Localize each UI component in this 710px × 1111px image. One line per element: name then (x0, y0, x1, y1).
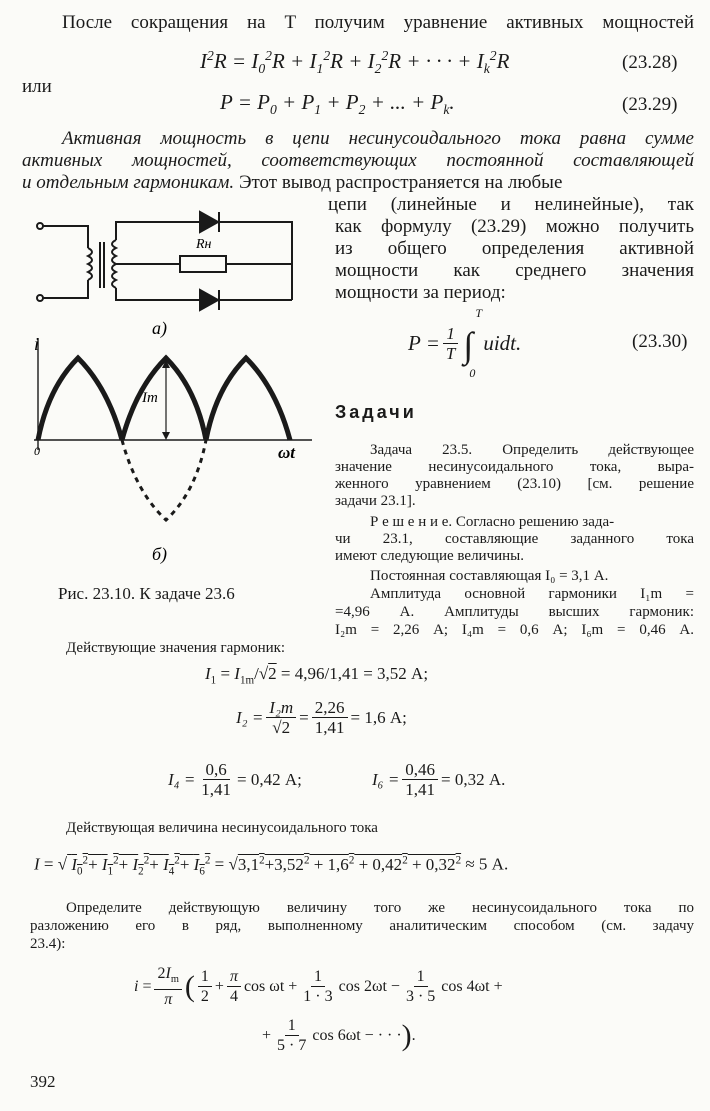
eq-i2-f1-num: I₂m (266, 698, 296, 718)
eq-i2-f2-num: 2,26 (312, 698, 348, 718)
amp-line-2: =4,96 А. Амплитуды высших гармоник: (335, 604, 694, 620)
const-component-line: Постоянная составляющая I₀ = 3,1 А. (370, 568, 609, 584)
eq-23-30-lhs: P = (408, 330, 440, 355)
amp-line-1: Амплитуда основной гармоники I₁m = (370, 586, 694, 602)
wave-negative-dashed (122, 440, 206, 520)
intro-line: После сокращения на T получим уравнение активных мощностей (62, 12, 694, 33)
series-equation-line2: + $\frac{1}{5 \cdot 7}$ cos 6ωt − · · · ) . (262, 1017, 416, 1054)
eq-23-30-integrand: uidt. (483, 330, 522, 355)
terminal-top (37, 223, 43, 229)
task-line-2: женного уравнением (23.10) [см. решение (335, 476, 694, 492)
circuit-diagram (37, 212, 292, 310)
para1-line3 (22, 172, 694, 194)
eq-i2-f1-den: √2 (272, 718, 291, 737)
resistor-label: Rн (196, 237, 212, 252)
secondary-winding (112, 240, 116, 288)
effective-heading: Действующие значения гармоник: (66, 640, 286, 656)
eq-i4-rhs: = 0,42 А; (237, 769, 302, 789)
equation-23-29: $P = P_0 + P_1 + P_2$ + ... + $P_k$. (220, 90, 455, 118)
equation-i6 (372, 760, 505, 799)
task-line-last: задачи 23.1]. (335, 493, 416, 509)
solution-last: имеют следующие величины. (335, 548, 525, 564)
wire-sec-top (116, 222, 200, 240)
eq-23-30-den: T (445, 343, 456, 363)
eq-i4-num: 0,6 (203, 760, 230, 780)
wave-arc-1 (38, 358, 122, 440)
solution-text-0: Согласно решению зада- (452, 514, 615, 530)
para1-line1: Активная мощность в цепи несинусоидального тока равна сумме (62, 128, 694, 149)
eq-i2-lhs: I₂ = (236, 707, 264, 727)
wire-input-bottom (43, 280, 88, 298)
amplitude-arrow-bottom (162, 432, 170, 440)
diode-bottom-icon (200, 290, 218, 310)
wire-sec-bottom (116, 288, 200, 300)
equation-i2: I₂ = $\frac{\text{I₂m}}{√2}$ = $\frac{2,26}{1,41}$ = 1,6 А; (236, 698, 407, 737)
solution-line-1: чи 23.1, составляющие заданного тока (335, 531, 694, 547)
para1-wrap-0: цепи (линейные и нелинейные), так (328, 194, 694, 215)
equation-i1: $I_1 = I_{1m}/√2 = 4,96/1,41 = 3,52$ А; (205, 664, 429, 687)
eq-i6-rhs: = 0,32 А. (441, 769, 506, 789)
axis-i-label: i (34, 334, 40, 354)
para1-line2: активных мощностей, соответствующих постоянной составляющей (22, 150, 694, 171)
eq-i4-den: 1,41 (201, 780, 232, 799)
equation-total: I = √ $I_0^2+ I_1^2+ I_2^2+ I_4^2+ I_6^2 = √3,1^2+3,52^2 + 1,6^2 + 0,42^2 + 0,32^2 \approx 5$ А. (34, 854, 509, 878)
integral-sign: ∫ T 0 (463, 306, 483, 380)
terminal-bottom (37, 295, 43, 301)
eq-i6-lhs: I₆ = (372, 769, 400, 789)
series-equation-line1: i = $\frac{2I_m}{\pi}$ ( $\frac{1}{2}$ + $\frac{\pi}{4}$ cos ωt + $\frac{1}{1 \cdot 3}$ cos 2ωt − $\frac{1}{3 \cdot 5}$ cos 4ωt + (134, 965, 503, 1009)
amp-line-3: I₂m = 2,26 А; I₄m = 0,6 А; I₆m = 0,46 А. (335, 622, 694, 638)
axis-t-label: ωt (278, 443, 296, 462)
eq-i6-num: 0,46 (402, 760, 438, 780)
equation-number-23-30: (23.30) (632, 331, 688, 352)
diode-top-icon (200, 212, 218, 232)
equation-23-30 (408, 306, 522, 380)
waveform-plot (34, 338, 312, 520)
solution-lead: Р е ш е н и е. (370, 514, 453, 530)
figure-23-10 (20, 200, 320, 580)
para1-line3-rest: Этот вывод распространяется на любые (234, 172, 563, 193)
or-word: или (22, 76, 52, 97)
wire-input-top (43, 226, 88, 248)
integral-lower: 0 (469, 366, 476, 380)
figure-label-a: а) (152, 318, 167, 338)
para1-wrap-4: мощности за период: (335, 282, 506, 303)
para-last-line3: 23.4): (30, 936, 66, 952)
figure-label-b: б) (152, 544, 168, 564)
eq-i6-den: 1,41 (405, 780, 436, 799)
page-number: 392 (30, 1072, 56, 1091)
figure-caption: Рис. 23.10. К задаче 23.6 (58, 584, 235, 603)
wire-out-top (219, 222, 292, 300)
equation-number-23-28: (23.28) (622, 52, 678, 73)
eq-i2-rhs: = 1,6 А; (350, 707, 407, 727)
total-heading: Действующая величина несинусоидального тока (66, 820, 378, 836)
para1-wrap-3: мощности как среднего значения (335, 260, 694, 281)
para-last-line2: разложению его в ряд, выполненному аналитическим способом (см. задачу (30, 918, 694, 934)
eq-23-30-num: 1 (443, 324, 458, 344)
equation-number-23-29: (23.29) (622, 94, 678, 115)
para-last-line1: Определите действующую величину того же несинусоидального тока по (66, 900, 694, 916)
solution-line-0 (370, 514, 694, 531)
task-line-0: Задача 23.5. Определить действующее (370, 442, 694, 458)
origin-label: 0 (34, 444, 40, 458)
eq-i2-f2-den: 1,41 (314, 718, 345, 737)
amplitude-label: Im (142, 390, 158, 406)
task-line-1: значение несинусоидального тока, выра- (335, 459, 694, 475)
primary-winding (88, 248, 92, 280)
tasks-heading: Задачи (335, 402, 417, 422)
wave-arc-3 (206, 358, 290, 440)
load-resistor (180, 256, 226, 272)
equation-i4 (168, 760, 302, 799)
para1-line3-italic: и отдельным гармоникам. (22, 172, 235, 193)
equation-23-28: $I^2R = I_0^2R + I_1^2R + I_2^2R$ + · · · + $I_k^2R$ (200, 48, 510, 77)
wave-arc-2 (122, 358, 206, 440)
integral-upper: T (475, 306, 483, 320)
eq-i4-lhs: I₄ = (168, 769, 196, 789)
para1-wrap-2: из общего определения активной (335, 238, 694, 259)
para1-wrap-1: как формулу (23.29) можно получить (335, 216, 694, 237)
